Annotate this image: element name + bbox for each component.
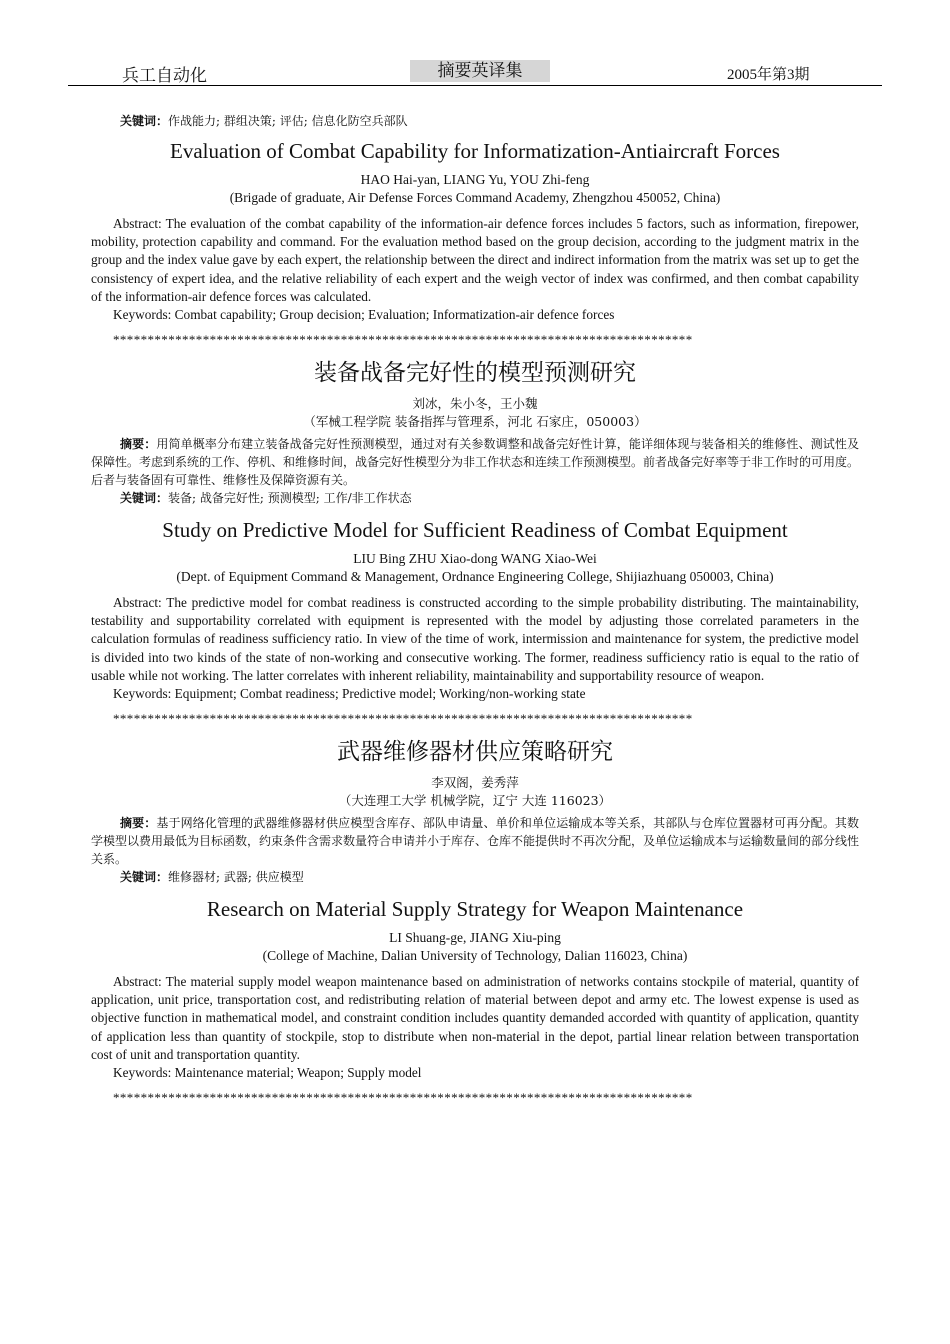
en-abstract: Abstract: The material supply model weapon maintenance based on administration of networks contains stockpile of material, quantity of application, unit price, transportation cost, and redistributing relation of material between depot and army etc. The lowest expense is used as objective function in mathematical model, and constraint condition includes quantity demanded accorded with quantity of application, quantity of application less than quantity of stockpile, stop to distribute when non-material in the depot, partial linear relation between transportation cost of unit and transportation quantity. (91, 974, 859, 1062)
separator: ************************************************************************************ (113, 711, 693, 727)
cn-authors: 刘冰，朱小冬，王小魏 (412, 396, 538, 412)
en-authors: HAO Hai-yan, LIANG Yu, YOU Zhi-feng (360, 172, 590, 187)
cn-keywords-text: 装备; 战备完好性; 预测模型; 工作/非工作状态 (168, 491, 412, 506)
en-authors: LIU Bing ZHU Xiao-dong WANG Xiao-Wei (353, 551, 597, 567)
cn-title: 武器维修器材供应策略研究 (337, 739, 613, 766)
en-title: Study on Predictive Model for Sufficient Readiness of Combat Equipment (162, 518, 788, 543)
cn-keywords (91, 868, 859, 886)
separator: ************************************************************************************ (113, 332, 693, 348)
cn-keywords-label: 关键词： (120, 114, 169, 128)
cn-abstract (91, 435, 859, 489)
page-header (68, 58, 882, 86)
en-abstract: Abstract: The predictive model for combat readiness is constructed according to the simple probability distributing. The maintainability, testability and supportability correlated with equipment is represented with the model by adjusting those correlated parameters in the calculation formulas of readiness sufficiency ratio. In view of the time of work, intermission and maintenance for system, the predictive model is divided into two kinds of the state of non-working and consecutive working. The former, readiness sufficiency ratio is equal to the ratio of usable while not working. The latter correlates with inherent reliability, maintainability and supportability resource of weapon. (91, 595, 859, 683)
cn-authors: 李双阁，姜秀萍 (431, 775, 519, 791)
en-title: Evaluation of Combat Capability for Informatization-Antiaircraft Forces (170, 139, 780, 163)
cn-abstract-text: 用简单概率分布建立装备战备完好性预测模型，通过对有关参数调整和战备完好性计算，能详细体现与装备相关的维修性、测试性及保障性。考虑到系统的工作、停机、和维修时间，战备完好性模型分为非工作状态和连续工作预测模型。前者战备完好率等于非工作时的可用度。后者与装备固有可靠性、维修性及保障资源有关。 (91, 437, 860, 488)
en-authors: LI Shuang-ge, JIANG Xiu-ping (389, 930, 561, 946)
en-keywords: Keywords: Equipment; Combat readiness; Predictive model; Working/non-working state (113, 686, 586, 702)
cn-abstract-label: 摘要： (120, 816, 157, 831)
cn-keywords-text: 作战能力; 群组决策; 评估; 信息化防空兵部队 (168, 114, 408, 128)
cn-abstract (91, 814, 859, 868)
cn-affiliation: （军械工程学院 装备指挥与管理系，河北 石家庄，050003） (303, 414, 647, 430)
en-affiliation: (Dept. of Equipment Command & Management, Ordnance Engineering College, Shijiazhuang 050003, China) (176, 569, 774, 585)
issue-number: 2005年第3期 (727, 67, 810, 83)
en-affiliation: (College of Machine, Dalian University of Technology, Dalian 116023, China) (262, 948, 688, 964)
en-abstract: Abstract: The evaluation of the combat capability of the information-air defence forces includes 5 factors, such as information, firepower, mobility, protection capability and command. For the evaluation method based on the group decision, according to the judgment matrix in the group and the index value gave by each expert, the relationship between the direct and indirect information from the matrix was set up to get the consistency of expert idea, and the relative reliability of each expert and the weigh vector of index was confirmed, and then combat capability of the information-air defence forces was calculated. (91, 216, 860, 304)
cn-keywords-label: 关键词： (120, 870, 169, 885)
cn-affiliation: （大连理工大学 机械学院，辽宁 大连 116023） (338, 793, 612, 809)
cn-abstract-text: 基于网络化管理的武器维修器材供应模型含库存、部队申请量、单价和单位运输成本等关系，其部队与仓库位置器材可再分配。其数学模型以费用最低为目标函数，约束条件含需求数量符合申请并小于库存、仓库不能提供时不再次分配，及单位运输成本与运输数量间的部分线性关系。 (91, 816, 860, 867)
en-affiliation: (Brigade of graduate, Air Defense Forces Command Academy, Zhengzhou 450052, China) (229, 190, 721, 205)
cn-keywords (91, 489, 859, 507)
journal-name: 兵工自动化 (122, 66, 207, 86)
cn-keywords-label: 关键词： (120, 491, 169, 506)
section-title: 摘要英译集 (410, 60, 550, 82)
en-title: Research on Material Supply Strategy for Weapon Maintenance (206, 897, 744, 922)
en-keywords: Keywords: Combat capability; Group decision; Evaluation; Informatization-air defence forces (113, 307, 615, 323)
cn-keywords-text: 维修器材; 武器; 供应模型 (168, 870, 304, 885)
page-content (91, 112, 859, 1107)
cn-title: 装备战备完好性的模型预测研究 (314, 360, 636, 387)
separator: ************************************************************************************ (113, 1090, 693, 1106)
cn-keywords (91, 112, 859, 130)
en-keywords: Keywords: Maintenance material; Weapon; Supply model (113, 1065, 422, 1081)
cn-abstract-label: 摘要： (120, 437, 157, 452)
